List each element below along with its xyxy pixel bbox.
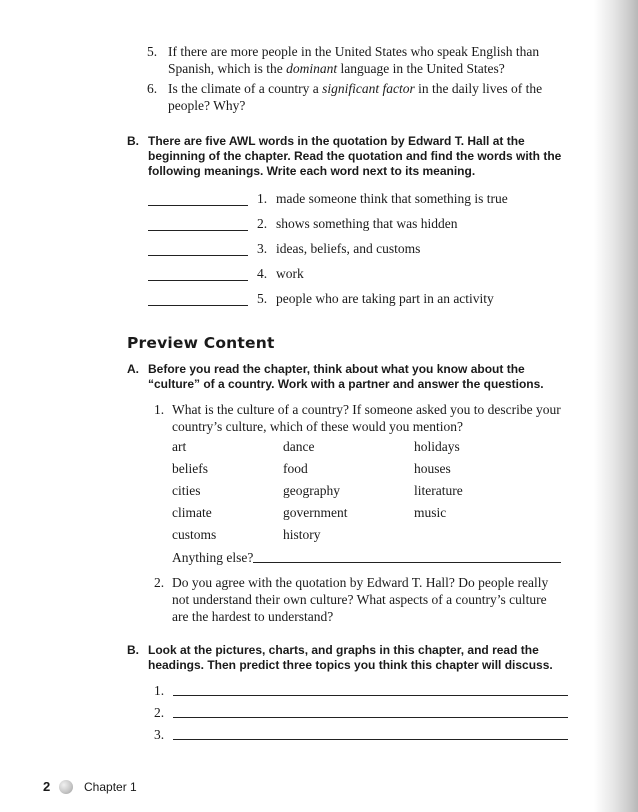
item-number: 5.: [257, 291, 268, 306]
page-edge-shadow: [594, 0, 638, 812]
answer-blank[interactable]: [148, 205, 248, 206]
culture-option: geography: [283, 483, 340, 498]
meaning-text: shows something that was hidden: [276, 216, 458, 231]
culture-option: government: [283, 505, 348, 520]
culture-option: art: [172, 439, 187, 454]
answer-blank[interactable]: [148, 230, 248, 231]
topic-blank[interactable]: [173, 739, 568, 740]
meaning-text: made someone think that something is true: [276, 191, 508, 206]
topic-blank[interactable]: [173, 717, 568, 718]
section-b2-instruction: Look at the pictures, charts, and graphs in this chapter, and read the headings. Then predict three topics you think this chapter will discuss.: [148, 643, 553, 672]
culture-option: houses: [414, 461, 451, 476]
question-number: 2.: [154, 575, 165, 590]
meaning-text: work: [276, 266, 304, 281]
question-number: 6.: [147, 81, 158, 96]
section-b-instruction: There are five AWL words in the quotation by Edward T. Hall at the beginning of the chapter. Read the quotation and find the words with the following meanings. Write each word next to its meaning.: [148, 134, 562, 178]
question-number: 5.: [147, 44, 158, 59]
culture-option: climate: [172, 505, 212, 520]
culture-option: music: [414, 505, 447, 520]
topic-number: 2.: [154, 705, 165, 720]
answer-blank[interactable]: [148, 280, 248, 281]
meaning-text: people who are taking part in an activity: [276, 291, 494, 306]
culture-option: holidays: [414, 439, 460, 454]
answer-blank[interactable]: [148, 305, 248, 306]
globe-icon: [59, 780, 73, 794]
culture-option: literature: [414, 483, 463, 498]
culture-option: food: [283, 461, 308, 476]
item-number: 2.: [257, 216, 268, 231]
question-number: 1.: [154, 402, 165, 417]
section-heading: Preview Content: [127, 334, 275, 352]
section-letter: B.: [127, 643, 139, 657]
chapter-label: Chapter 1: [84, 780, 137, 794]
emphasis-term: dominant: [286, 61, 338, 76]
culture-option: beliefs: [172, 461, 208, 476]
topic-blank[interactable]: [173, 695, 568, 696]
topic-number: 1.: [154, 683, 165, 698]
item-number: 4.: [257, 266, 268, 281]
culture-option: cities: [172, 483, 201, 498]
meaning-text: ideas, beliefs, and customs: [276, 241, 421, 256]
item-number: 1.: [257, 191, 268, 206]
topic-number: 3.: [154, 727, 165, 742]
emphasis-term: significant factor: [322, 81, 415, 96]
culture-option: history: [283, 527, 321, 542]
culture-option: dance: [283, 439, 315, 454]
page-number: 2: [43, 779, 51, 794]
question-text: Do you agree with the quotation by Edward T. Hall? Do people really not understand their own culture? What aspects of a country’s culture are the hardest to understand?: [172, 575, 549, 624]
section-letter: A.: [127, 362, 139, 376]
anything-else-label: Anything else?: [172, 550, 254, 565]
section-a-instruction: Before you read the chapter, think about what you know about the “culture” of a country. Work with a partner and answer the questions.: [148, 362, 544, 391]
culture-option: customs: [172, 527, 217, 542]
question-text: What is the culture of a country? If someone asked you to describe your country’s culture, which of these would you mention?: [172, 402, 561, 434]
question-6: 6. Is the climate of a country a significant factor in the daily lives of the people? Why?: [147, 81, 543, 113]
anything-else-blank[interactable]: [253, 562, 561, 563]
section-letter: B.: [127, 134, 139, 148]
answer-blank[interactable]: [148, 255, 248, 256]
question-5: 5. If there are more people in the United States who speak English than Spanish, which is the dominant language in the United States?: [147, 44, 540, 76]
item-number: 3.: [257, 241, 268, 256]
